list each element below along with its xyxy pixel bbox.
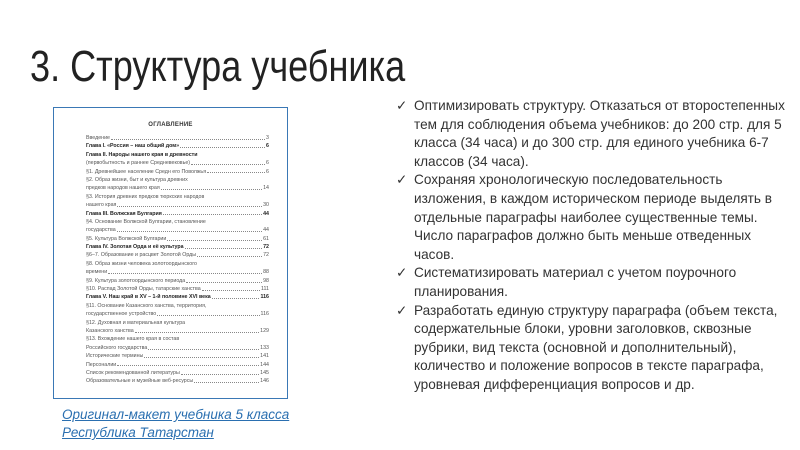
toc-entry-title: §12. Духовная и материальная культура — [86, 319, 186, 326]
toc-leader — [157, 310, 259, 316]
toc-page-number: 145 — [260, 369, 269, 376]
toc-row — [86, 184, 269, 192]
bullet-list — [396, 97, 786, 395]
toc-entry-title: §3. История древних предков тюркских народов — [86, 193, 205, 200]
toc-row — [86, 302, 269, 310]
bullet-text: Оптимизировать структуру. Отказаться от второстепенных тем для соблюдения объема учебников: до 200 стр. для 5 класса (34 часа) и до 300 стр. для единого учебника 6-7 классов (34 часа). — [414, 98, 785, 169]
toc-list — [86, 134, 269, 386]
toc-leader — [111, 134, 265, 140]
toc-row — [86, 218, 269, 226]
toc-page-number: 133 — [260, 344, 269, 351]
toc-entry-title: предков народов нашего края — [86, 185, 160, 192]
toc-row — [86, 201, 269, 209]
bullet-text: Систематизировать материал с учетом поурочного планирования. — [414, 265, 737, 299]
checkmark-icon: ✓ — [396, 265, 408, 281]
toc-leader — [163, 210, 262, 216]
caption-line-2: Республика Татарстан — [62, 425, 214, 440]
toc-entry-title: Исторические термины — [86, 353, 144, 360]
toc-row — [86, 344, 269, 352]
toc-page-number: 88 — [263, 269, 269, 276]
toc-row — [86, 352, 269, 360]
toc-leader — [117, 201, 262, 207]
toc-page-number: 72 — [263, 252, 269, 259]
toc-row — [86, 293, 269, 301]
bullet-text: Сохраняя хронологическую последовательность изложения, в каждом историческом периоде выделять в отдельные параграфы наиболее существенные темы. Число параграфов должно быть меньше отведенных часов. — [414, 172, 772, 262]
toc-page-number: 141 — [260, 353, 269, 360]
toc-row — [86, 310, 269, 318]
toc-leader — [135, 327, 259, 333]
toc-page-number: 146 — [260, 378, 269, 385]
toc-page-number: 6 — [266, 160, 269, 167]
toc-row — [86, 369, 269, 377]
toc-entry-title: времени — [86, 269, 108, 276]
toc-entry-title: §4. Основание Волжской Булгарии, становление — [86, 218, 206, 225]
toc-entry-title: §6–7. Образование и расцвет Золотой Орды — [86, 252, 197, 259]
toc-page-number: 98 — [263, 277, 269, 284]
toc-page-number: 44 — [263, 210, 269, 217]
toc-row — [86, 235, 269, 243]
toc-row — [86, 327, 269, 335]
toc-page-number: 116 — [260, 311, 269, 318]
caption-line-1[interactable]: Оригинал-макет учебника 5 класса — [62, 407, 290, 422]
toc-leader — [212, 293, 260, 299]
toc-leader — [197, 251, 262, 257]
toc-leader — [117, 226, 262, 232]
toc-page-number: 61 — [263, 235, 269, 242]
checkmark-icon: ✓ — [396, 302, 408, 318]
toc-entry-title: государства — [86, 227, 116, 234]
toc-page-number: 30 — [263, 202, 269, 209]
toc-entry-title: Введение — [86, 135, 110, 141]
toc-row — [86, 193, 269, 201]
toc-entry-title: §13. Вхождение нашего края в состав — [86, 336, 180, 343]
bullet-item — [396, 171, 786, 264]
toc-entry-title: Глава II. Народы нашего края в древности — [86, 151, 198, 158]
toc-page-number: 14 — [263, 185, 269, 192]
toc-page-number: 144 — [260, 361, 269, 368]
toc-leader — [191, 159, 265, 165]
toc-leader — [202, 285, 260, 291]
toc-row — [86, 319, 269, 327]
toc-entry-title: нашего края — [86, 202, 117, 209]
toc-row — [86, 268, 269, 276]
toc-row — [86, 159, 269, 167]
toc-leader — [108, 268, 262, 274]
bullet-item — [396, 302, 786, 395]
toc-entry-title: §8. Образ жизни человека золотоордынского — [86, 260, 198, 267]
toc-row — [86, 243, 269, 251]
bullet-text: Разработать единую структуру параграфа (объем текста, содержательные блоки, уровни заголовков, сквозные рубрики, вид текста (основной и дополнительный), количество и положение вопросов в тексте параграфа, уровневая дифференциация вопросов и др. — [414, 302, 778, 392]
toc-page-number: 6 — [266, 143, 269, 150]
toc-leader — [117, 361, 259, 367]
toc-row — [86, 142, 269, 150]
checkmark-icon: ✓ — [396, 172, 408, 188]
toc-entry-title: Глава IV. Золотая Орда и её культура — [86, 244, 184, 251]
toc-entry-title: Глава I. «Россия – наш общий дом» — [86, 143, 180, 150]
toc-entry-title: §10. Распад Золотой Орды, татарские ханства — [86, 286, 201, 293]
toc-entry-title: Глава V. Наш край в XV – 1-й половине XVI века — [86, 294, 211, 301]
toc-row — [86, 377, 269, 385]
table-of-contents-image — [53, 107, 288, 399]
toc-leader — [144, 352, 259, 358]
toc-leader — [167, 235, 262, 241]
toc-entry-title: §5. Культура Волжской Булгарии — [86, 235, 167, 242]
toc-row — [86, 277, 269, 285]
toc-entry-title: §1. Древнейшее население Средн его Поволжья — [86, 168, 207, 175]
toc-leader — [185, 243, 262, 249]
bullet-item — [396, 97, 786, 171]
toc-row — [86, 134, 269, 142]
toc-leader — [161, 184, 262, 190]
caption-link[interactable] — [62, 406, 289, 442]
toc-entry-title: Персоналии — [86, 361, 117, 368]
toc-row — [86, 151, 269, 159]
slide-title: 3. Структура учебника — [30, 42, 406, 91]
toc-leader — [180, 142, 265, 148]
toc-page-number: 116 — [260, 294, 269, 301]
checkmark-icon: ✓ — [396, 98, 408, 113]
toc-entry-title: §11. Основание Казанского ханства, территория, — [86, 302, 207, 309]
toc-row — [86, 251, 269, 259]
toc-page-number: 3 — [266, 135, 269, 141]
bullet-item — [396, 264, 786, 301]
toc-entry-title: Образовательные и музейные веб-ресурсы — [86, 378, 194, 385]
toc-row — [86, 226, 269, 234]
toc-entry-title: государственное устройство — [86, 311, 157, 318]
toc-row — [86, 361, 269, 369]
toc-heading: ОГЛАВЛЕНИЕ — [148, 122, 193, 128]
toc-row — [86, 176, 269, 184]
toc-entry-title: §9. Культура золотоордынского периода — [86, 277, 186, 284]
toc-entry-title: §2. Образ жизни, быт и культура древних — [86, 176, 188, 183]
toc-row — [86, 210, 269, 218]
toc-row — [86, 168, 269, 176]
toc-entry-title: Казанского ханства — [86, 327, 134, 334]
toc-page-number: 72 — [263, 244, 269, 251]
toc-row — [86, 335, 269, 343]
toc-leader — [148, 344, 259, 350]
toc-entry-title: (первобытность и раннее Средневековье) — [86, 160, 191, 167]
toc-leader — [181, 369, 259, 375]
toc-entry-title: Список рекомендованной литературы — [86, 369, 180, 376]
toc-page-number: 44 — [263, 227, 269, 234]
toc-row — [86, 285, 269, 293]
toc-leader — [194, 377, 259, 383]
toc-entry-title: Глава III. Волжская Булгария — [86, 210, 162, 217]
toc-page-number: 129 — [260, 327, 269, 334]
toc-entry-title: Российского государства — [86, 344, 148, 351]
toc-leader — [207, 168, 265, 174]
toc-page-number: 111 — [260, 286, 269, 293]
toc-row — [86, 260, 269, 268]
toc-leader — [186, 277, 262, 283]
toc-page-number: 6 — [266, 168, 269, 175]
